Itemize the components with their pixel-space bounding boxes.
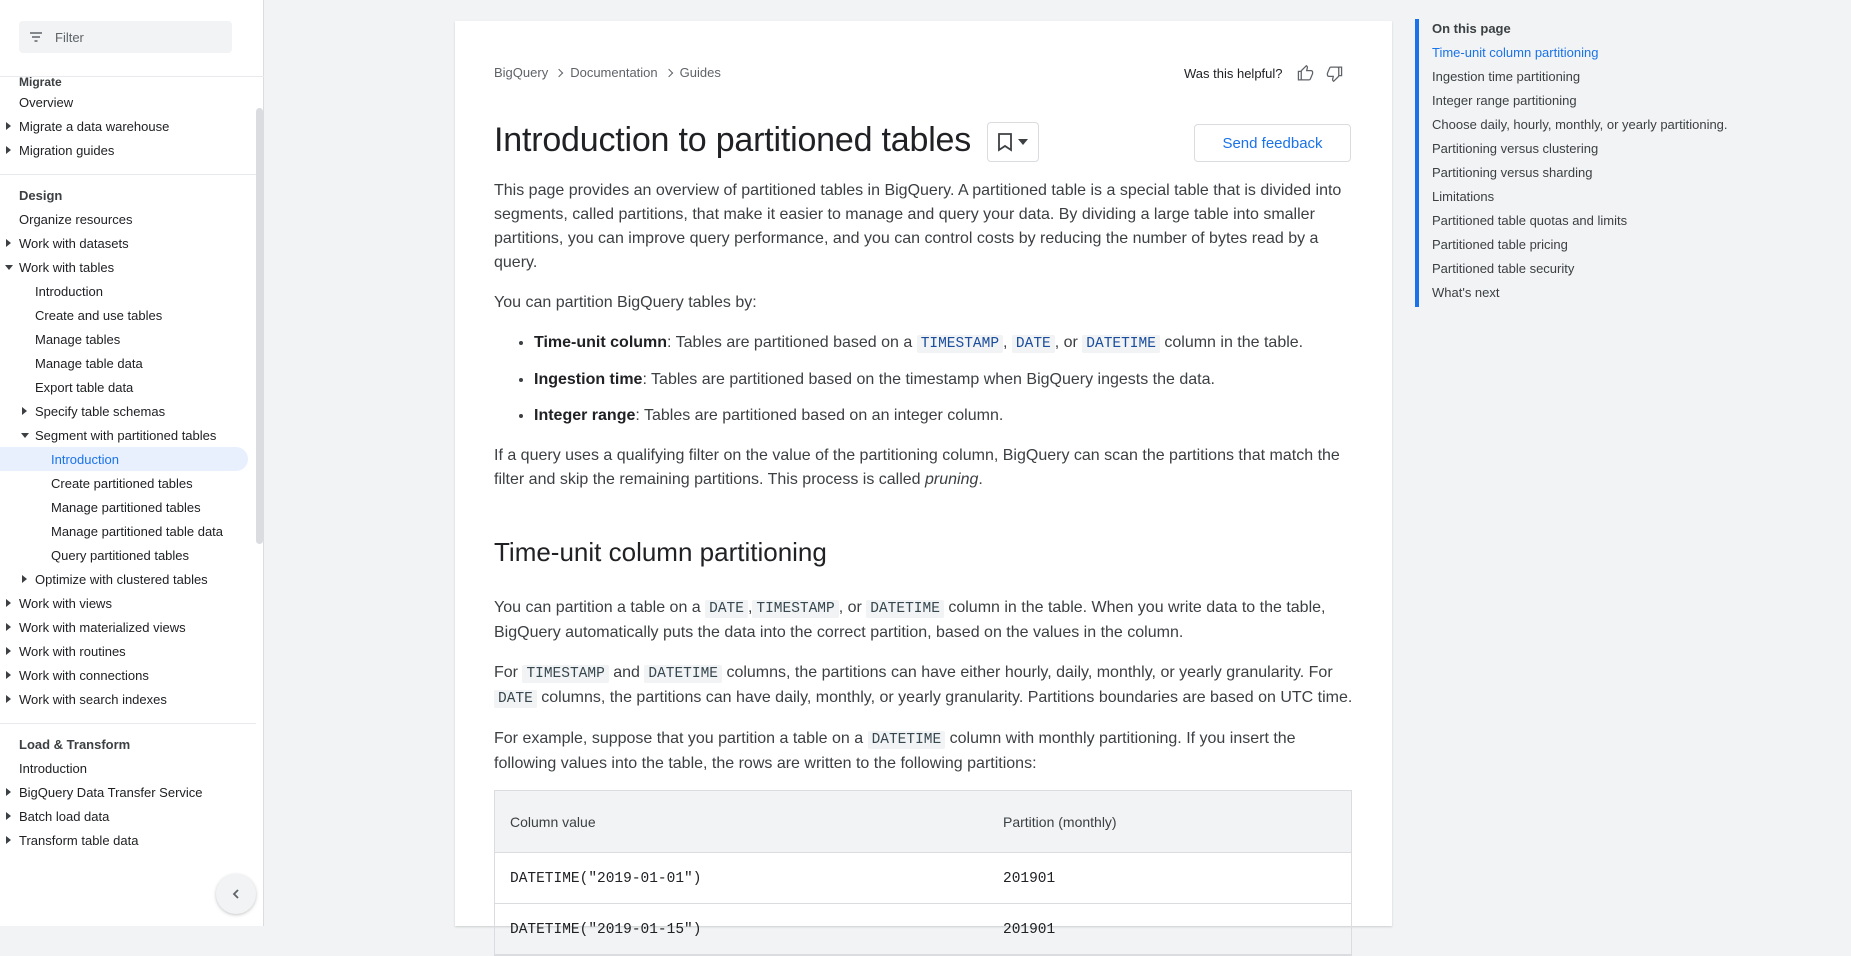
caret-right-icon[interactable] bbox=[6, 836, 11, 844]
toc-item[interactable]: Partitioned table security bbox=[1432, 261, 1575, 276]
caret-right-icon[interactable] bbox=[6, 122, 11, 130]
sidebar-item-overview[interactable] bbox=[0, 90, 248, 114]
bookmark-button[interactable] bbox=[987, 122, 1039, 162]
toc-item[interactable]: Partitioning versus sharding bbox=[1432, 165, 1593, 180]
chevron-left-icon bbox=[230, 888, 242, 900]
section-heading: Time-unit column partitioning bbox=[494, 537, 827, 567]
caret-down-icon[interactable] bbox=[21, 433, 29, 438]
nav-scrollbar[interactable] bbox=[256, 108, 263, 544]
pruning-paragraph: If a query uses a qualifying filter on the value of the partitioning column, BigQuery can scan the partitions that match the filter and skip the remaining partitions. This process is called pruning. bbox=[494, 447, 1340, 488]
thumbs-up-icon[interactable] bbox=[1297, 64, 1315, 82]
sidebar-item-work-with-connections[interactable] bbox=[0, 663, 248, 687]
sidebar-item-segment-with-partitioned-tables[interactable] bbox=[0, 423, 248, 447]
sidebar-item-manage-partitioned-table-data[interactable] bbox=[0, 519, 248, 543]
sidebar-item-label: Create and use tables bbox=[35, 307, 163, 323]
sidebar-item-label: Manage table data bbox=[35, 355, 143, 371]
sidebar-item-label: Work with tables bbox=[19, 259, 115, 275]
caret-right-icon[interactable] bbox=[6, 239, 11, 247]
left-navigation bbox=[0, 0, 264, 926]
sidebar-item-label: BigQuery Data Transfer Service bbox=[19, 784, 203, 800]
table-cell: 201901 bbox=[1003, 921, 1056, 938]
send-feedback-button[interactable]: Send feedback bbox=[1194, 124, 1351, 162]
partition-types-list bbox=[534, 331, 1356, 428]
article-body bbox=[494, 179, 1356, 956]
sidebar-item-label: Load & Transform bbox=[19, 736, 131, 752]
table-row bbox=[495, 853, 1351, 904]
sidebar-item-label: Organize resources bbox=[19, 211, 133, 227]
sidebar-item-query-partitioned-tables[interactable] bbox=[0, 543, 248, 567]
time-unit-paragraph: You can partition a table on a DATE , TIMESTAMP , or DATETIME column in the table. When you write data to the table, BigQuery automatically puts the data into the correct partition, based on the values in the column. bbox=[494, 599, 1326, 641]
example-paragraph: For example, suppose that you partition a table on a DATETIME column with monthly partitioning. If you insert the following values into the table, the rows are written to the following partitions: bbox=[494, 730, 1296, 772]
sidebar-item-manage-tables[interactable] bbox=[0, 327, 248, 351]
caret-right-icon[interactable] bbox=[6, 812, 11, 820]
sidebar-item-optimize-with-clustered-tables[interactable] bbox=[0, 567, 248, 591]
article-card bbox=[455, 21, 1392, 938]
sidebar-item-manage-table-data[interactable] bbox=[0, 351, 248, 375]
page-title: Introduction to partitioned tables bbox=[494, 121, 972, 159]
sidebar-item-label: Query partitioned tables bbox=[51, 547, 190, 563]
collapse-nav-button[interactable] bbox=[216, 874, 256, 914]
sidebar-item-create-partitioned-tables[interactable] bbox=[0, 471, 248, 495]
code-timestamp-link[interactable]: TIMESTAMP bbox=[917, 335, 1003, 353]
breadcrumb-bigquery[interactable]: BigQuery bbox=[494, 65, 549, 80]
sidebar-item-specify-table-schemas[interactable] bbox=[0, 399, 248, 423]
sidebar-item-work-with-routines[interactable] bbox=[0, 639, 248, 663]
caret-down-icon bbox=[1018, 139, 1028, 145]
toc-item[interactable]: Ingestion time partitioning bbox=[1432, 69, 1581, 84]
caret-right-icon[interactable] bbox=[6, 146, 11, 154]
toc-item[interactable]: Partitioning versus clustering bbox=[1432, 141, 1599, 156]
sidebar-item-batch-load-data[interactable] bbox=[0, 804, 248, 828]
sidebar-item-label: Introduction bbox=[51, 451, 119, 467]
bookmark-icon bbox=[998, 133, 1012, 151]
sidebar-item-label: Work with connections bbox=[19, 667, 149, 683]
sidebar-item-label: Work with search indexes bbox=[19, 691, 167, 707]
sidebar-item-organize-resources[interactable] bbox=[0, 207, 248, 231]
sidebar-item-label: Segment with partitioned tables bbox=[35, 427, 217, 443]
toc-item[interactable]: Time-unit column partitioning bbox=[1432, 45, 1599, 60]
nav-divider bbox=[0, 723, 256, 724]
toc-item[interactable]: What's next bbox=[1432, 285, 1500, 300]
caret-down-icon[interactable] bbox=[5, 265, 13, 270]
sidebar-item-create-and-use-tables[interactable] bbox=[0, 303, 248, 327]
caret-right-icon[interactable] bbox=[6, 599, 11, 607]
toc-item[interactable]: Choose daily, hourly, monthly, or yearly partitioning. bbox=[1432, 117, 1728, 132]
sidebar-item-design bbox=[0, 183, 248, 207]
sidebar-item-work-with-datasets[interactable] bbox=[0, 231, 248, 255]
partition-types-intro: You can partition BigQuery tables by: bbox=[494, 294, 757, 311]
sidebar-item-label: Optimize with clustered tables bbox=[35, 571, 208, 587]
caret-right-icon[interactable] bbox=[22, 575, 27, 583]
sidebar-item-export-table-data[interactable] bbox=[0, 375, 248, 399]
nav-partial-heading: Migrate bbox=[19, 75, 62, 89]
sidebar-item-label: Migrate a data warehouse bbox=[19, 118, 170, 134]
breadcrumb-documentation[interactable]: Documentation bbox=[570, 65, 658, 80]
sidebar-item-work-with-views[interactable] bbox=[0, 591, 248, 615]
sidebar-item-introduction[interactable] bbox=[0, 756, 248, 780]
sidebar-item-label: Batch load data bbox=[19, 808, 110, 824]
sidebar-item-label: Introduction bbox=[19, 760, 87, 776]
sidebar-item-label: Work with views bbox=[19, 595, 112, 611]
sidebar-item-work-with-tables[interactable] bbox=[0, 255, 248, 279]
sidebar-item-label: Design bbox=[19, 187, 63, 203]
sidebar-item-label: Specify table schemas bbox=[35, 403, 166, 419]
sidebar-item-label: Introduction bbox=[35, 283, 103, 299]
sidebar-item-migrate-a-data-warehouse[interactable] bbox=[0, 114, 248, 138]
chevron-right-icon bbox=[555, 68, 563, 76]
caret-right-icon[interactable] bbox=[6, 671, 11, 679]
toc-title: On this page bbox=[1432, 21, 1511, 36]
partition-example-table bbox=[494, 790, 1352, 956]
filter-input[interactable] bbox=[55, 30, 215, 45]
nav-scroll-area bbox=[0, 77, 256, 926]
sidebar-item-label: Work with datasets bbox=[19, 235, 129, 251]
granularity-paragraph: For TIMESTAMP and DATETIME columns, the partitions can have either hourly, daily, monthly, or yearly granularity. For DATE columns, the partitions can have daily, monthly, or yearly granularity. Partitions boundaries are based on UTC time. bbox=[494, 664, 1353, 707]
code-datetime-link[interactable]: DATETIME bbox=[1082, 335, 1160, 353]
sidebar-item-label: Overview bbox=[19, 94, 74, 110]
column-header: Partition (monthly) bbox=[1003, 813, 1117, 830]
sidebar-item-label: Manage partitioned tables bbox=[51, 499, 201, 515]
sidebar-item-label: Create partitioned tables bbox=[51, 475, 193, 491]
caret-right-icon[interactable] bbox=[22, 407, 27, 415]
filter-icon bbox=[29, 30, 43, 44]
sidebar-item-bigquery-data-transfer-service[interactable] bbox=[0, 780, 248, 804]
table-cell: DATETIME("2019-01-01") bbox=[510, 870, 702, 887]
list-item: • Integer range: Tables are partitioned based on an integer column. bbox=[534, 404, 1356, 428]
code-date-link[interactable]: DATE bbox=[1012, 335, 1055, 353]
sidebar-item-introduction[interactable] bbox=[0, 279, 248, 303]
breadcrumb-guides[interactable]: Guides bbox=[679, 65, 721, 80]
sidebar-item-label: Work with materialized views bbox=[19, 619, 186, 635]
on-this-page-toc bbox=[1415, 19, 1835, 307]
nav-divider bbox=[0, 174, 256, 175]
helpful-label: Was this helpful? bbox=[1184, 65, 1283, 81]
table-cell: DATETIME("2019-01-15") bbox=[510, 921, 702, 938]
caret-right-icon[interactable] bbox=[6, 788, 11, 796]
column-header: Column value bbox=[510, 813, 596, 830]
intro-paragraph: This page provides an overview of partitioned tables in BigQuery. A partitioned table is a special table that is divided into segments, called partitions, that make it easier to manage and query your data. By dividing a large table into smaller partitions, you can improve query performance, and you can control costs by reducing the number of bytes read by a query. bbox=[494, 182, 1342, 271]
sidebar-item-transform-table-data[interactable] bbox=[0, 828, 248, 852]
filter-box[interactable] bbox=[19, 21, 232, 53]
sidebar-item-load-transform bbox=[0, 732, 248, 756]
sidebar-item-manage-partitioned-tables[interactable] bbox=[0, 495, 248, 519]
toc-item[interactable]: Partitioned table quotas and limits bbox=[1432, 213, 1628, 228]
toc-item[interactable]: Limitations bbox=[1432, 189, 1495, 204]
helpful-widget bbox=[1184, 64, 1344, 82]
chevron-right-icon bbox=[664, 68, 672, 76]
thumbs-down-icon[interactable] bbox=[1326, 64, 1344, 82]
list-item: • Time-unit column: Tables are partitioned based on a TIMESTAMP , DATE , or DATETIME column in the table. bbox=[534, 331, 1356, 356]
sidebar-item-label: Work with routines bbox=[19, 643, 126, 659]
sidebar-item-label: Migration guides bbox=[19, 142, 115, 158]
table-cell: 201901 bbox=[1003, 870, 1056, 887]
sidebar-item-migration-guides[interactable] bbox=[0, 138, 248, 162]
sidebar-item-label: Manage partitioned table data bbox=[51, 523, 224, 539]
caret-right-icon[interactable] bbox=[6, 647, 11, 655]
table-row bbox=[495, 904, 1351, 955]
list-item: • Ingestion time: Tables are partitioned based on the timestamp when BigQuery ingests the data. bbox=[534, 368, 1356, 392]
sidebar-item-introduction[interactable] bbox=[0, 447, 248, 471]
breadcrumb bbox=[494, 65, 721, 80]
toc-item[interactable]: Partitioned table pricing bbox=[1432, 237, 1568, 252]
sidebar-item-label: Export table data bbox=[35, 379, 134, 395]
sidebar-item-work-with-materialized-views[interactable] bbox=[0, 615, 248, 639]
table-header bbox=[495, 791, 1351, 853]
caret-right-icon[interactable] bbox=[6, 623, 11, 631]
caret-right-icon[interactable] bbox=[6, 695, 11, 703]
sidebar-item-label: Manage tables bbox=[35, 331, 121, 347]
sidebar-item-work-with-search-indexes[interactable] bbox=[0, 687, 248, 711]
sidebar-item-label: Transform table data bbox=[19, 832, 139, 848]
toc-item[interactable]: Integer range partitioning bbox=[1432, 93, 1577, 108]
